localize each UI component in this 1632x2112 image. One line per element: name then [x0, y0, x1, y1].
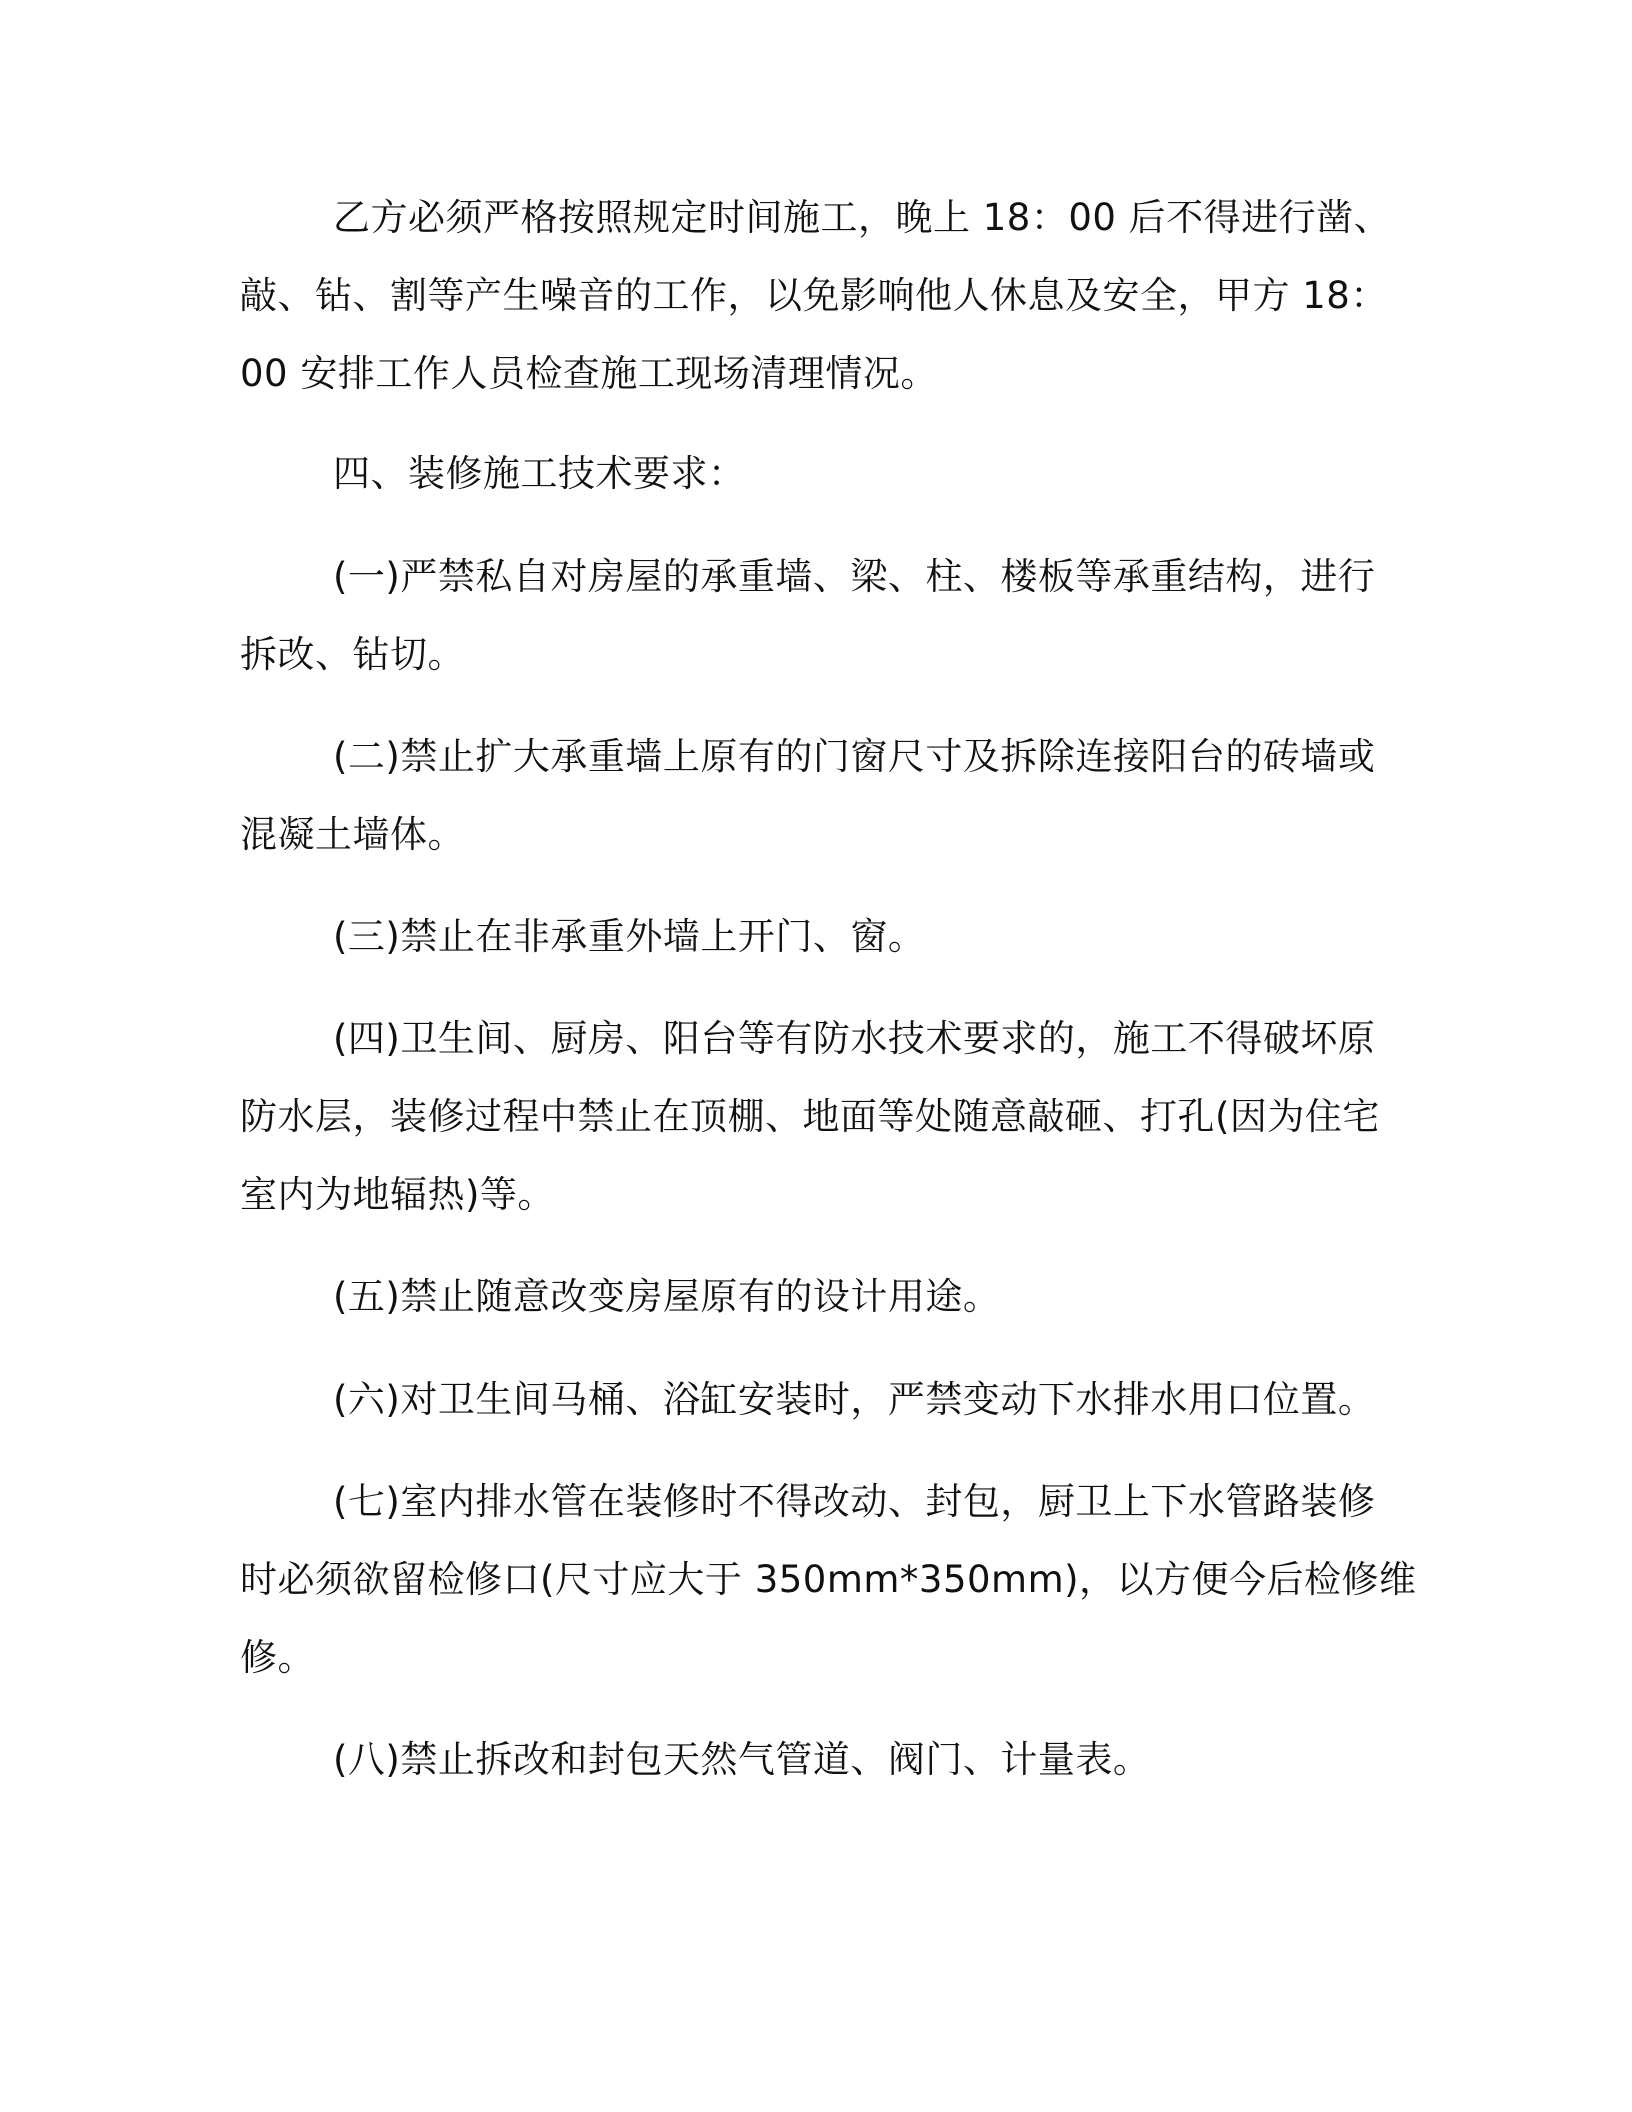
- text-line: (五)禁止随意改变房屋原有的设计用途。: [333, 1275, 1001, 1318]
- text-line: (三)禁止在非承重外墙上开门、窗。: [333, 915, 926, 958]
- text-line: (六)对卫生间马桶、浴缸安装时，严禁变动下水排水用口位置。: [333, 1378, 1376, 1421]
- text-line: (八)禁止拆改和封包天然气管道、阀门、计量表。: [333, 1738, 1151, 1781]
- text-line: (一)严禁私自对房屋的承重墙、梁、柱、楼板等承重结构，进行: [333, 555, 1376, 598]
- text-line: 室内为地辐热)等。: [240, 1173, 555, 1216]
- text-line: 混凝土墙体。: [240, 813, 465, 856]
- text-line: (七)室内排水管在装修时不得改动、封包，厨卫上下水管路装修: [333, 1480, 1376, 1523]
- text-line: 防水层，装修过程中禁止在顶棚、地面等处随意敲砸、打孔(因为住宅: [240, 1095, 1380, 1138]
- text-line: 00 安排工作人员检查施工现场清理情况。: [240, 352, 938, 395]
- text-line: 修。: [240, 1636, 315, 1679]
- text-line: 乙方必须严格按照规定时间施工，晚上 18：00 后不得进行凿、: [333, 196, 1392, 239]
- text-line: (二)禁止扩大承重墙上原有的门窗尺寸及拆除连接阳台的砖墙或: [333, 735, 1376, 778]
- section-heading: 四、装修施工技术要求：: [333, 452, 746, 495]
- text-line: (四)卫生间、厨房、阳台等有防水技术要求的，施工不得破坏原: [333, 1017, 1376, 1060]
- text-line: 时必须欲留检修口(尺寸应大于 350mm*350mm)，以方便今后检修维: [240, 1558, 1417, 1601]
- text-line: 拆改、钻切。: [240, 633, 465, 676]
- text-line: 敲、钻、割等产生噪音的工作，以免影响他人休息及安全，甲方 18：: [240, 274, 1388, 317]
